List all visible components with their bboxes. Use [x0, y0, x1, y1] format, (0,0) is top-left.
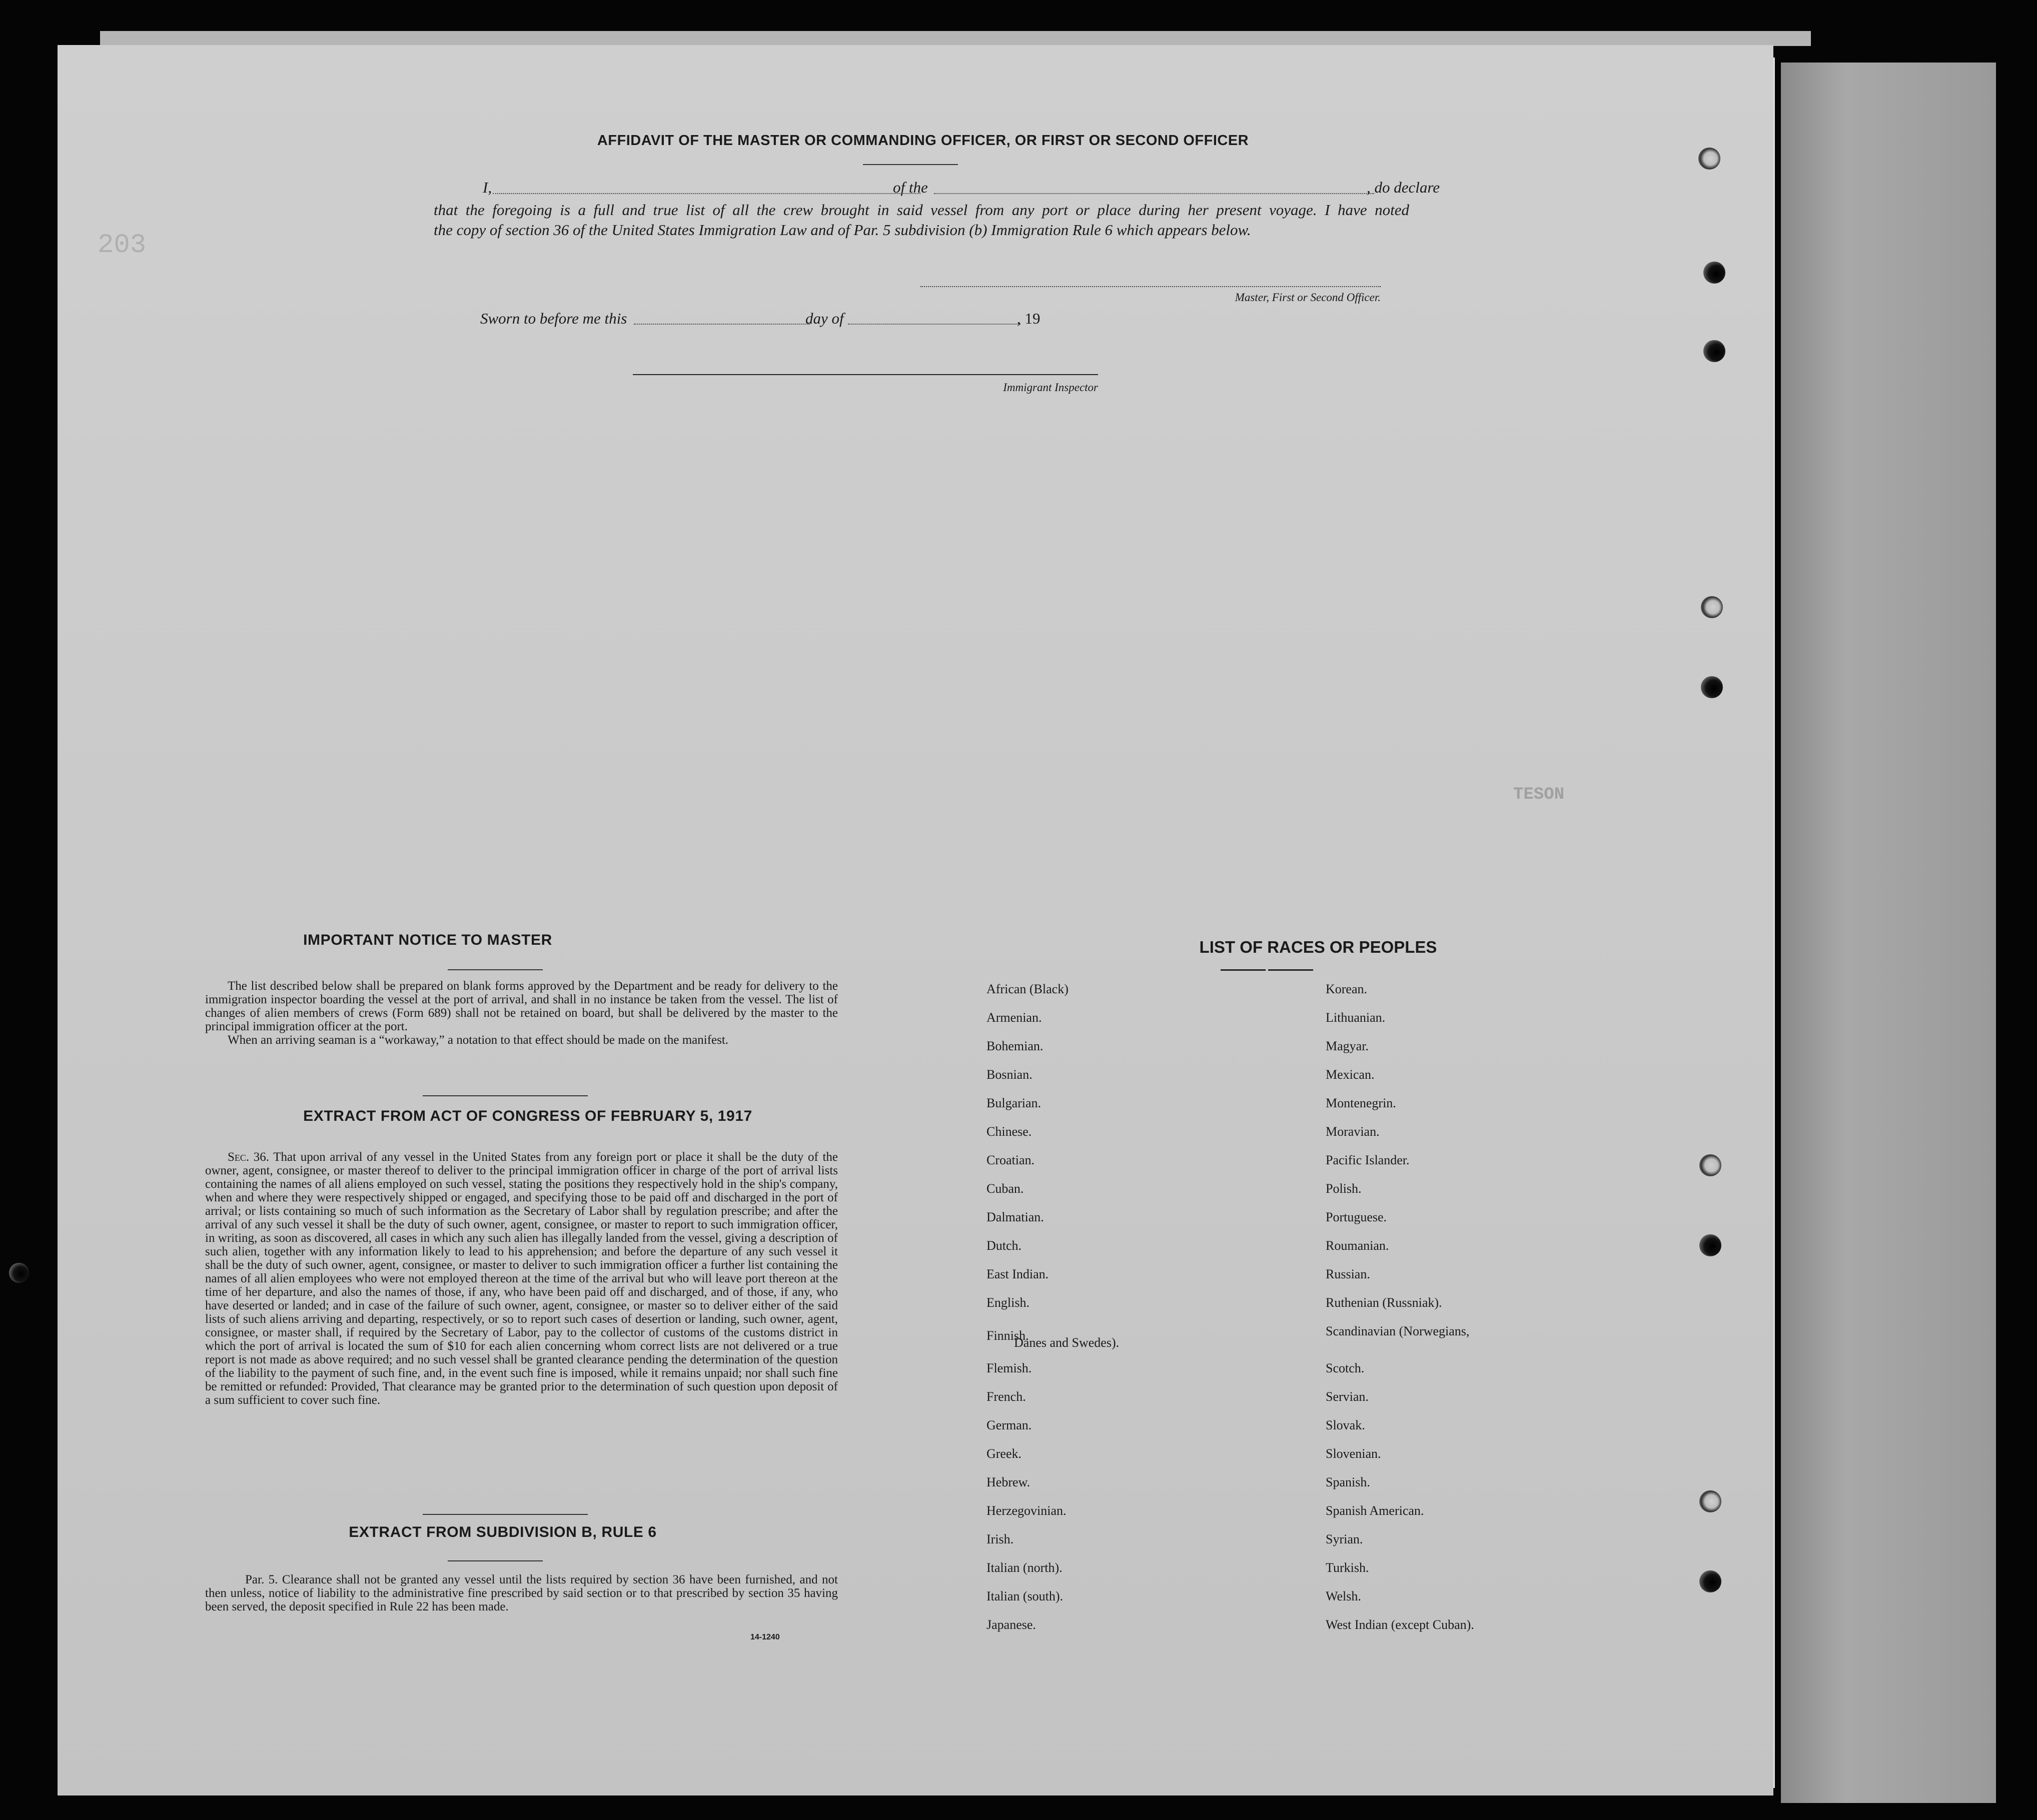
inspector-caption: Immigrant Inspector	[1003, 381, 1098, 394]
bleed-through: TESON	[1513, 785, 1565, 804]
sworn-month-field[interactable]	[848, 324, 1021, 325]
race-item-continuation: Danes and Swedes).	[1014, 1335, 1120, 1350]
race-item: Flemish.	[986, 1361, 1032, 1375]
race-item: Turkish.	[1326, 1560, 1369, 1575]
day-of-text: day of	[805, 310, 844, 327]
race-item: French.	[986, 1389, 1026, 1404]
divider	[863, 164, 958, 165]
master-signature-field[interactable]	[920, 286, 1381, 287]
act-extract-body	[205, 1150, 838, 1407]
affidavit-do-declare: , do declare	[1367, 179, 1440, 196]
rule-extract-body: Par. 5. Clearance shall not be granted any vessel until the lists required by section 36 have been furnished, and not then unless, notice of liability to the administrative fine prescribed by said section or to that prescribed by section 35 having been served, the deposit specified in Rule 22 has been made.	[205, 1573, 838, 1613]
race-item: Spanish American.	[1326, 1503, 1424, 1518]
affidavit-title: AFFIDAVIT OF THE MASTER OR COMMANDING OFFICER, OR FIRST OR SECOND OFFICER	[597, 133, 1249, 149]
race-item: African (Black)	[986, 982, 1069, 996]
race-item: Cuban.	[986, 1181, 1024, 1196]
race-item: English.	[986, 1295, 1030, 1310]
sworn-text: Sworn to before me this	[480, 310, 627, 327]
race-item: Pacific Islander.	[1326, 1153, 1410, 1167]
race-item: Dalmatian.	[986, 1210, 1044, 1224]
race-item: Magyar.	[1326, 1039, 1369, 1053]
form-number: 14-1240	[750, 1633, 780, 1641]
race-item: Roumanian.	[1326, 1238, 1389, 1253]
punch-hole-icon	[1698, 148, 1720, 170]
divider	[448, 1560, 543, 1561]
page-edge	[100, 31, 1811, 46]
punch-hole-icon	[1701, 596, 1723, 618]
race-item: Herzegovinian.	[986, 1503, 1067, 1518]
race-item: Polish.	[1326, 1181, 1362, 1196]
divider	[1268, 969, 1313, 971]
race-item: West Indian (except Cuban).	[1326, 1617, 1474, 1632]
race-item: Montenegrin.	[1326, 1096, 1396, 1110]
race-item: Slovak.	[1326, 1418, 1365, 1432]
affidavit-line-2: that the foregoing is a full and true list of all the crew brought in said vessel from any port or place during her present voyage. I have noted	[434, 201, 1409, 219]
race-item: Mexican.	[1326, 1067, 1375, 1082]
race-item: Welsh.	[1326, 1589, 1361, 1603]
rule-extract-title: EXTRACT FROM SUBDIVISION B, RULE 6	[349, 1524, 657, 1540]
inspector-signature-field[interactable]	[633, 374, 1098, 375]
master-caption: Master, First or Second Officer.	[1235, 291, 1381, 304]
punch-hole-icon	[1699, 1490, 1721, 1512]
race-item: Italian (south).	[986, 1589, 1064, 1603]
officer-name-field[interactable]	[493, 193, 920, 194]
race-item: Slovenian.	[1326, 1446, 1381, 1461]
affidavit-of-the: of the	[893, 179, 928, 196]
race-item: Syrian.	[1326, 1532, 1363, 1546]
races-title: LIST OF RACES OR PEOPLES	[1199, 938, 1437, 956]
race-item: Portuguese.	[1326, 1210, 1387, 1224]
year-prefix: , 19	[1017, 310, 1041, 327]
divider	[448, 969, 543, 970]
act-extract-text: That upon arrival of any vessel in the United States from any foreign port or place it shall be the duty of the owner, agent, consignee, or master thereof to deliver to the principal immigration officer in charge of the port of arrival lists containing the names of all aliens employed on such vessel, stating the positions they respectively hold in the ship's company, when and where they were respectively shipped or engaged, and specifying those to be paid off and discharged in the port of arrival; or lists containing so much of such information as the Secretary of Labor shall by regulation prescribe; and after the arrival of any such vessel it shall be the duty of such owner, agent, consignee, or master to report to such immigration officer, in writing, as soon as discovered, all cases in which any such alien has illegally landed from the vessel, giving a description of such alien, together with any information likely to lead to his apprehension; and before the departure of any such vessel it shall be the duty of such owner, agent, consignee, or master to deliver to such immigration officer a further list containing the names of all alien employees who were not employed thereon at the time of the arrival but who will leave port thereon at the time of her departure, and also the names of those, if any, who have been paid off and discharged, and of those, if any, who have deserted or landed; and in case of the failure of such owner, agent, consignee, or master so to deliver either of the said lists of such aliens arriving and departing, respectively, or so to report such cases of desertion or landing, such owner, agent, consignee, or master shall, if required by the Secretary of Labor, pay to the collector of customs of the customs district in which the port of arrival is located the sum of $10 for each alien concerning whom correct lists are not delivered or a true report is not made as above required; and no such vessel shall be granted clearance pending the determination of the question of the liability to the payment of such fine, and, in the event such fine is imposed, while it remains unpaid; nor shall such fine be remitted or refunded: Provided, That clearance may be granted prior to the determination of such question upon deposit of a sum sufficient to cover such fine.	[205, 1150, 838, 1407]
race-item: Spanish.	[1326, 1475, 1370, 1489]
divider	[1221, 969, 1266, 971]
race-item: Greek.	[986, 1446, 1022, 1461]
race-item: Russian.	[1326, 1267, 1370, 1281]
divider	[423, 1095, 588, 1096]
race-item: Chinese.	[986, 1124, 1032, 1139]
race-item: Lithuanian.	[1326, 1010, 1386, 1025]
race-item: German.	[986, 1418, 1032, 1432]
section-label: Sec. 36.	[228, 1150, 270, 1164]
sworn-day-field[interactable]	[634, 324, 810, 325]
race-item: Bosnian.	[986, 1067, 1033, 1082]
affidavit-i: I,	[483, 179, 492, 196]
race-item: Scandinavian (Norwegians,	[1326, 1324, 1470, 1338]
notice-paragraph-2: When an arriving seaman is a “workaway,” a notation to that effect should be made on the manifest.	[228, 1033, 729, 1047]
notice-paragraph-1: The list described below shall be prepared on blank forms approved by the Department and be ready for delivery to the immigration inspector boarding the vessel at the port of arrival, and shall in no instance be taken from the vessel. The list of changes of alien members of crews (Form 689) shall not be retained on board, but shall be delivered by the master to the principal immigration officer at the port.	[205, 979, 838, 1033]
notice-title: IMPORTANT NOTICE TO MASTER	[303, 932, 552, 948]
race-item: Irish.	[986, 1532, 1014, 1546]
race-item: East Indian.	[986, 1267, 1049, 1281]
race-item: Armenian.	[986, 1010, 1042, 1025]
race-item: Japanese.	[986, 1617, 1036, 1632]
race-item: Scotch.	[1326, 1361, 1365, 1375]
back-sheet	[1781, 63, 1996, 1803]
act-extract-title: EXTRACT FROM ACT OF CONGRESS OF FEBRUARY 5, 1917	[303, 1108, 752, 1124]
manifest-page	[58, 45, 1773, 1795]
punch-hole-icon	[1703, 340, 1725, 362]
affidavit-line-3: the copy of section 36 of the United States Immigration Law and of Par. 5 subdivision (b) Immigration Rule 6 which appears below.	[434, 221, 1251, 239]
race-item: Moravian.	[1326, 1124, 1380, 1139]
divider	[423, 1514, 588, 1515]
race-item: Korean.	[1326, 982, 1368, 996]
punch-hole-icon	[1699, 1234, 1721, 1256]
race-item: Servian.	[1326, 1389, 1369, 1404]
race-item: Croatian.	[986, 1153, 1035, 1167]
punch-hole-icon	[1703, 262, 1725, 284]
punch-hole-icon	[1699, 1570, 1721, 1592]
race-item: Hebrew.	[986, 1475, 1031, 1489]
vessel-name-field[interactable]	[934, 193, 1374, 194]
race-item: Dutch.	[986, 1238, 1022, 1253]
race-item: Bulgarian.	[986, 1096, 1042, 1110]
punch-hole-icon	[1701, 676, 1723, 698]
race-item: Ruthenian (Russniak).	[1326, 1295, 1442, 1310]
race-item: Finnish.	[986, 1328, 1029, 1343]
race-item: Italian (north).	[986, 1560, 1063, 1575]
race-item: Bohemian.	[986, 1039, 1044, 1053]
bleed-through: 203	[98, 230, 147, 261]
punch-hole-icon	[9, 1263, 29, 1283]
punch-hole-icon	[1699, 1154, 1721, 1176]
